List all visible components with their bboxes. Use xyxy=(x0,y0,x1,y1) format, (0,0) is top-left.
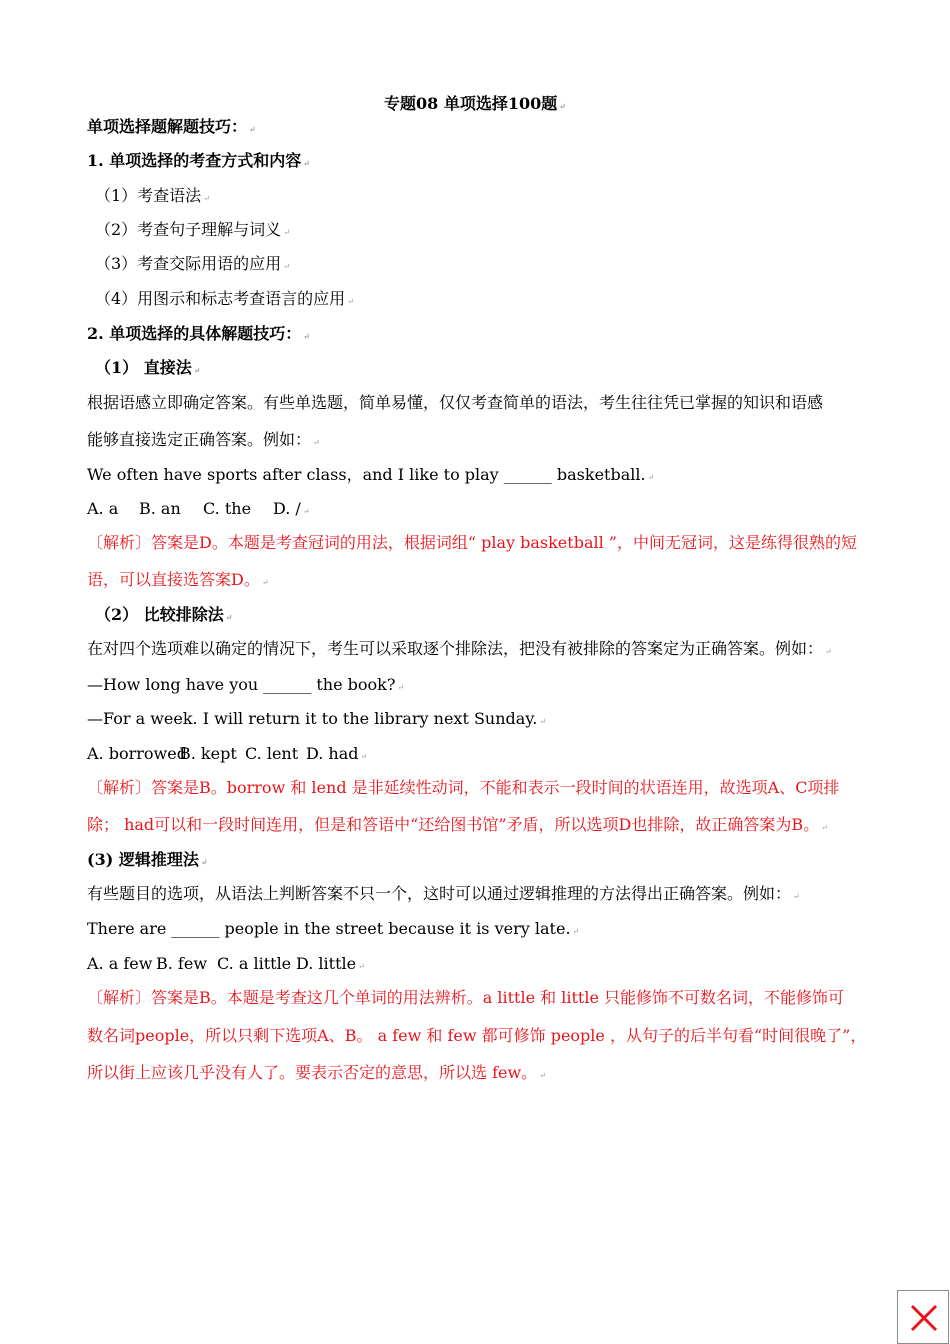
intro-heading: 单项选择题解题技巧： ↵ xyxy=(87,117,256,136)
method3-paragraph: 有些题目的选项，从语法上判断答案不只一个，这时可以通过逻辑推理的方法得出正确答案。例如： ↵ xyxy=(87,884,800,903)
method3-answer-line: 数名词people，所以只剩下选项A、B。 a few 和 few 都可修饰 people ，从句子的后半句看“时间很晚了”， xyxy=(87,1026,867,1045)
section1-item: （4）用图示和标志考查语言的应用 ↵ xyxy=(95,289,354,308)
option-d: D. / xyxy=(273,499,301,518)
option-c: C. lent xyxy=(245,744,299,763)
method2-question-line: —How long have you ______ the book? ↵ xyxy=(87,675,405,694)
method1-options: A. a B. an C. the D. / ↵ xyxy=(87,499,310,518)
section1-item: （2）考查句子理解与词义 ↵ xyxy=(95,220,290,239)
option-a: A. a xyxy=(87,499,119,518)
method2-options: A. borrowedB. kept C. lent D. had ↵ xyxy=(87,744,368,763)
option-c: C. the xyxy=(203,499,252,518)
method3-question: There are ______ people in the street because it is very late. ↵ xyxy=(87,919,580,938)
option-a: A. borrowed xyxy=(87,744,187,763)
page-title: 专题08 单项选择100题 ↵ xyxy=(384,94,566,113)
option-d: D. had xyxy=(306,744,359,763)
option-b: B. an xyxy=(139,499,181,518)
option-c: C. a little xyxy=(217,954,292,973)
method1-heading: （1） 直接法 ↵ xyxy=(95,358,201,377)
method1-answer-line: 语，可以直接选答案D。 ↵ xyxy=(87,570,269,589)
method1-paragraph-line: 能够直接选定正确答案。例如： ↵ xyxy=(87,430,320,449)
section2-heading: 2. 单项选择的具体解题技巧： ↵ xyxy=(87,324,310,343)
option-d: D. little xyxy=(296,954,357,973)
method1-question: We often have sports after class，and I like to play ______ basketball. ↵ xyxy=(87,465,655,484)
option-b: B. kept xyxy=(179,744,237,763)
method2-paragraph: 在对四个选项难以确定的情况下，考生可以采取逐个排除法，把没有被排除的答案定为正确答案。例如： ↵ xyxy=(87,639,832,658)
section1-heading: 1. 单项选择的考查方式和内容 ↵ xyxy=(87,151,310,170)
method2-answer-line: 除； had可以和一段时间连用，但是和答语中“还给图书馆”矛盾，所以选项D也排除，故正确答案为B。 ↵ xyxy=(87,815,828,834)
option-a: A. a few xyxy=(87,954,153,973)
method3-answer-line: 所以街上应该几乎没有人了。要表示否定的意思，所以选 few。 ↵ xyxy=(87,1063,546,1082)
close-button[interactable] xyxy=(897,1290,949,1344)
method2-question-line: —For a week. I will return it to the library next Sunday. ↵ xyxy=(87,709,547,728)
option-b: B. few xyxy=(156,954,208,973)
section1-item: （3）考查交际用语的应用 ↵ xyxy=(95,254,290,273)
close-icon xyxy=(909,1303,939,1333)
method2-answer-line: 〔解析〕答案是B。borrow 和 lend 是非延续性动词，不能和表示一段时间的状语连用，故选项A、C项排 xyxy=(87,778,840,797)
method3-heading: (3) 逻辑推理法 ↵ xyxy=(87,850,208,869)
method3-answer-line: 〔解析〕答案是B。本题是考查这几个单词的用法辨析。a little 和 little 只能修饰不可数名词，不能修饰可 xyxy=(87,988,845,1007)
method3-options: A. a few B. few C. a little D. little ↵ xyxy=(87,954,365,973)
method1-answer-line: 〔解析〕答案是D。本题是考查冠词的用法，根据词组“ play basketball ”，中间无冠词，这是练得很熟的短 xyxy=(87,533,857,552)
method2-heading: （2） 比较排除法 ↵ xyxy=(95,605,233,624)
method1-paragraph-line: 根据语感立即确定答案。有些单选题，简单易懂，仅仅考查简单的语法，考生往往凭已掌握的知识和语感 xyxy=(87,393,824,412)
section1-item: （1）考查语法 ↵ xyxy=(95,186,210,205)
